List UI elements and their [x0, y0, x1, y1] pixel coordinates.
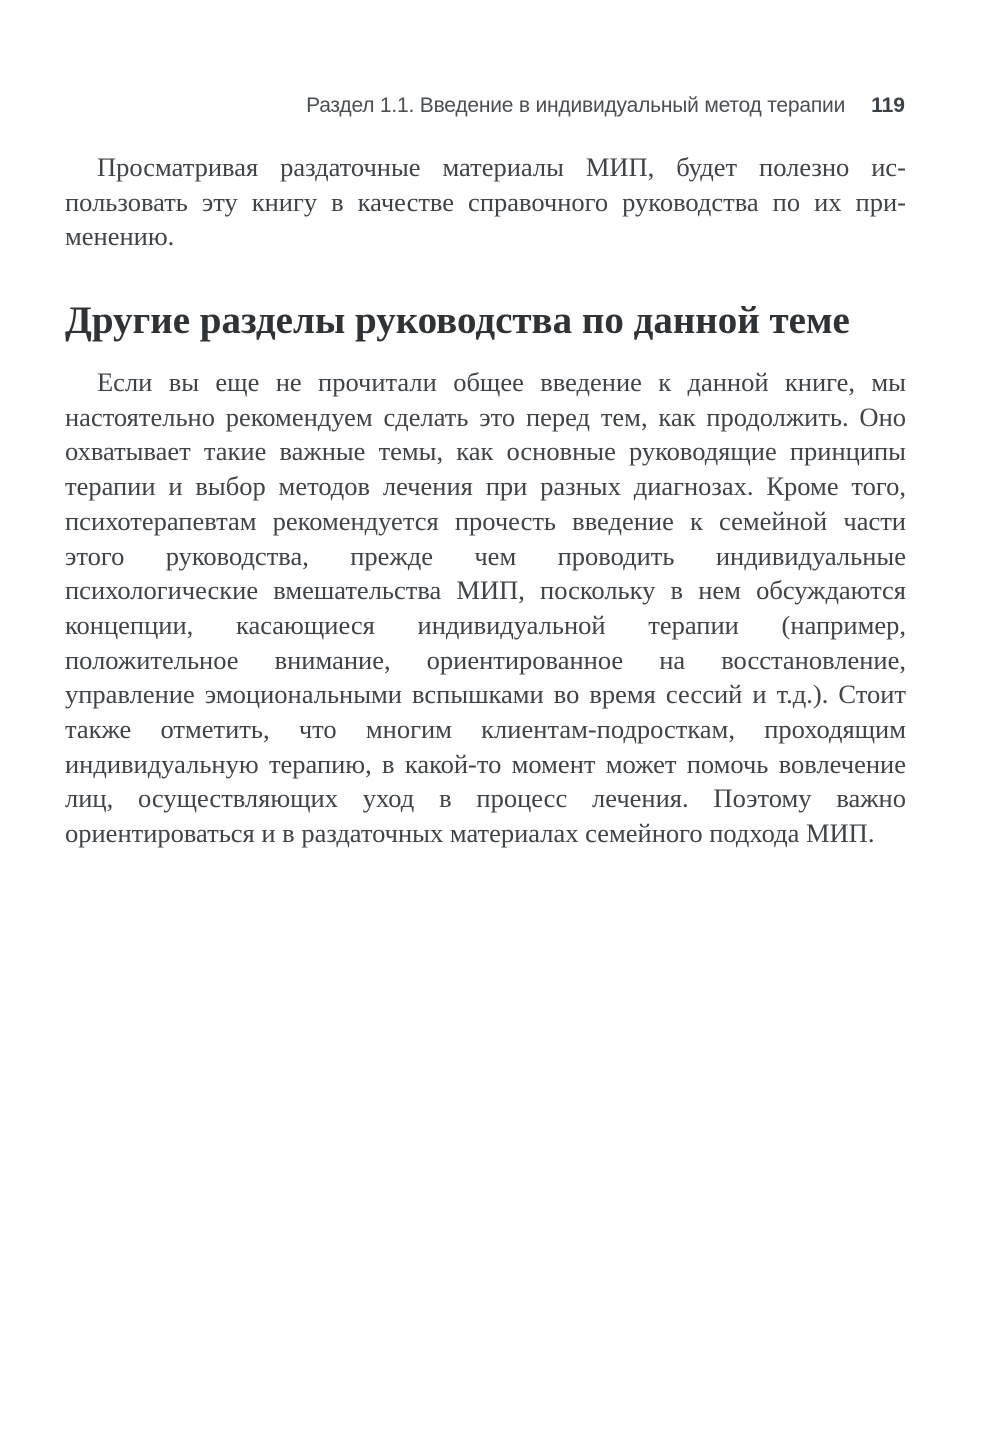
page-number: 119 — [871, 94, 905, 117]
running-head-section-title: Раздел 1.1. Введение в индивидуальный метод терапии — [306, 94, 846, 117]
intro-paragraph: Просматривая раздаточные материалы МИП, будет полезно использовать эту книгу в качестве справочного руководства по их применению. — [65, 152, 906, 252]
section-paragraph: Если вы еще не прочитали общее введение к данной книге, мы настоятельно рекомендуем сделать это перед тем, как продолжить. Оно охватывает такие важные темы, как основные руководящие принципы терапии и выбор методов лечения при разных диагнозах. Кроме того, психотерапевтам рекомендуется прочесть введение к семейной части этого руководства, прежде чем проводить индивидуальные психологические вмешательства МИП, поскольку в нем обсуждаются концепции, касающиеся индивидуальной терапии (например, положительное внимание, ориентированное на восстановление, управление эмоциональными вспышками во время сессий и т.д.). Стоит также отметить, что многим клиентам-подросткам, проходящим индивидуальную терапию, в какой-то момент может помочь вовлечение лиц, осуществляющих уход в процесс лечения. Поэтому важно ориентироваться и в раздаточных материалах семейного подхода МИП. — [65, 367, 906, 849]
section-heading: Другие разделы руководства по данной теме — [65, 299, 850, 342]
running-head — [0, 94, 905, 118]
